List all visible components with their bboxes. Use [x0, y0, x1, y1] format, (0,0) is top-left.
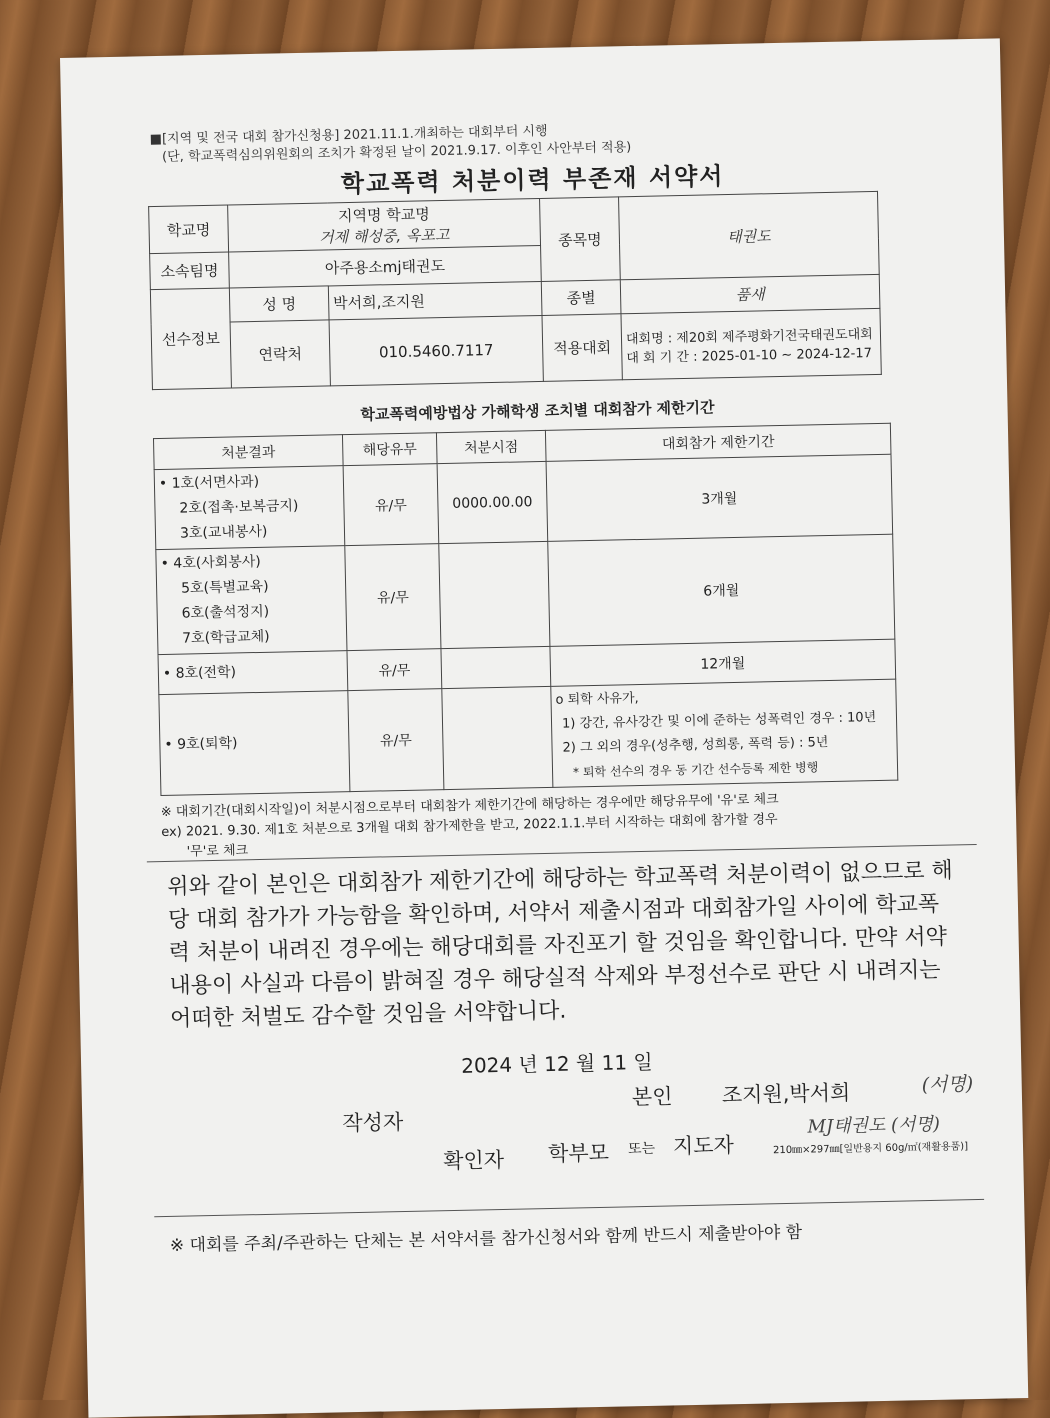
row1-line: 3호(교내봉사): [179, 523, 268, 542]
pledge-document: [60, 38, 1028, 1417]
contact-label: 연락처: [230, 320, 330, 388]
note-2: ex) 2021. 9.30. 제1호 처분으로 3개월 대회 참가제한을 받고, 2022.1.1.부터 시작하는 대회에 참가할 경우: [161, 812, 778, 841]
bottom-divider: [154, 1199, 984, 1217]
note-3: '무'로 체크: [186, 843, 249, 860]
row4-date: [442, 686, 553, 789]
row4-period-line: * 퇴학 선수의 경우 동 기간 선수등록 제한 병행: [572, 760, 819, 780]
row2-line: • 4호(사회봉사): [160, 553, 261, 573]
paper-spec: 210㎜×297㎜[일반용지 60g/㎡(재활용품)]: [772, 1141, 969, 1157]
header-result: 처분결과: [153, 435, 343, 470]
bottom-note: ※ 대회를 주최/주관하는 단체는 본 서약서를 참가신청서와 함께 반드시 제출받아야 함: [169, 1222, 803, 1256]
row2-period: 6개월: [548, 534, 895, 646]
parent-label: 학부모: [547, 1140, 610, 1167]
school-cell: [228, 198, 541, 252]
kind-label: 종별: [541, 280, 621, 316]
header-line-2: (단, 학교폭력심의위원회의 조치가 확정된 날이 2021.9.17. 이후인 사안부터 적용): [161, 140, 632, 165]
row3-date: [441, 646, 551, 688]
row1-result: [154, 466, 345, 550]
row2-result: [156, 546, 347, 655]
header-line-1: ■[지역 및 전국 대회 참가신청용] 2021.11.1.개최하는 대회부터 시행: [149, 123, 548, 148]
document-title: 학교폭력 처분이력 부존재 서약서: [340, 162, 725, 199]
player-label: 선수정보: [150, 288, 231, 390]
comp-name: 대회명 : 제20회 제주평화기전국태권도대회: [625, 326, 873, 347]
name-value: 박서희,조지원: [328, 281, 542, 319]
row2-line: 5호(특별교육): [180, 578, 269, 597]
kind-value: 품새: [620, 274, 880, 313]
note-1: ※ 대회기간(대회시작일)이 처분시점으로부터 대회참가 제한기간에 해당하는 경우에만 해당유무에 '유'로 체크: [160, 792, 779, 821]
self-name: 조지원,박서희: [721, 1080, 851, 1108]
row4-period-line: 2) 그 외의 경우(성추행, 성희롱, 폭력 등) : 5년: [562, 735, 829, 756]
comp-period: 대 회 기 간 : 2025-01-10 ~ 2024-12-17: [626, 345, 873, 366]
row4-result: [159, 691, 350, 796]
row4-period: [551, 679, 898, 787]
info-table: [148, 191, 882, 390]
row3-period: 12개월: [550, 639, 896, 686]
or-label: 또는: [627, 1140, 656, 1158]
header-has: 해당유무: [342, 433, 437, 466]
row2-has: 유/무: [345, 544, 441, 651]
row2-line: 6호(출석정지): [181, 603, 270, 622]
self-label: 본인: [631, 1084, 673, 1110]
row2-date: [439, 541, 550, 648]
contact-value: 010.5460.7117: [329, 315, 543, 385]
row3-result: [158, 651, 348, 695]
restriction-subtitle: 학교폭력예방법상 가해학생 조치별 대회참가 제한기간: [360, 398, 715, 424]
row4-line: • 9호(퇴학): [164, 734, 238, 753]
row1-has: 유/무: [343, 464, 439, 546]
confirm-label: 확인자: [442, 1147, 505, 1174]
row4-has: 유/무: [348, 689, 444, 792]
name-label: 성 명: [229, 286, 329, 322]
coach-label: 지도자: [672, 1133, 735, 1159]
row4-period-line: o 퇴학 사유가,: [555, 691, 639, 708]
coach-signature: MJ태권도 (서명): [807, 1113, 941, 1138]
team-label: 소속팀명: [150, 252, 230, 290]
header-period: 대회참가 제한기간: [545, 423, 891, 461]
row1-line: • 1호(서면사과): [158, 473, 260, 493]
writer-label: 작성자: [342, 1110, 404, 1136]
row4-period-line: 1) 강간, 유사강간 및 이에 준하는 성폭력인 경우 : 10년: [561, 710, 877, 732]
row2-line: 7호(학급교체): [182, 628, 270, 647]
pledge-date: 2024 년 12 월 11 일: [460, 1049, 653, 1078]
comp-label: 적용대회: [542, 314, 622, 382]
team-value: 아주용소mj태권도: [229, 245, 542, 288]
row3-line: • 8호(전학): [162, 664, 237, 682]
school-sub: 지역명 학교명: [337, 205, 430, 226]
header-date: 처분시점: [436, 430, 546, 463]
pledge-paragraph: 위와 같이 본인은 대회참가 제한기간에 해당하는 학교폭력 처분이력이 없으므로 해당 대회 참가가 가능함을 확인하며, 서약서 제출시점과 대회참가일 사이에 학교폭력 처분이 내려진 경우에는 해당대회를 자진포기 할 것임을 확인합니다. 만약 서약내용이 사실과 다름이 밝혀질 경우 해당실적 삭제와 부정선수로 판단 시 내려지는 어떠한 처벌도 감수할 것임을 서약합니다.: [167, 858, 953, 1032]
restriction-table: [153, 423, 898, 796]
event-label: 종목명: [540, 197, 621, 282]
row1-line: 2호(접촉·보복금지): [179, 498, 299, 517]
row3-has: 유/무: [347, 649, 442, 691]
row1-date: 0000.00.00: [437, 461, 548, 543]
school-value: 거제 해성중, 옥포고: [319, 225, 450, 247]
event-value: 태권도: [619, 191, 880, 279]
school-label: 학교명: [149, 205, 229, 254]
self-signature: (서명): [921, 1073, 974, 1097]
comp-cell: [621, 308, 881, 379]
row1-period: 3개월: [546, 454, 893, 541]
